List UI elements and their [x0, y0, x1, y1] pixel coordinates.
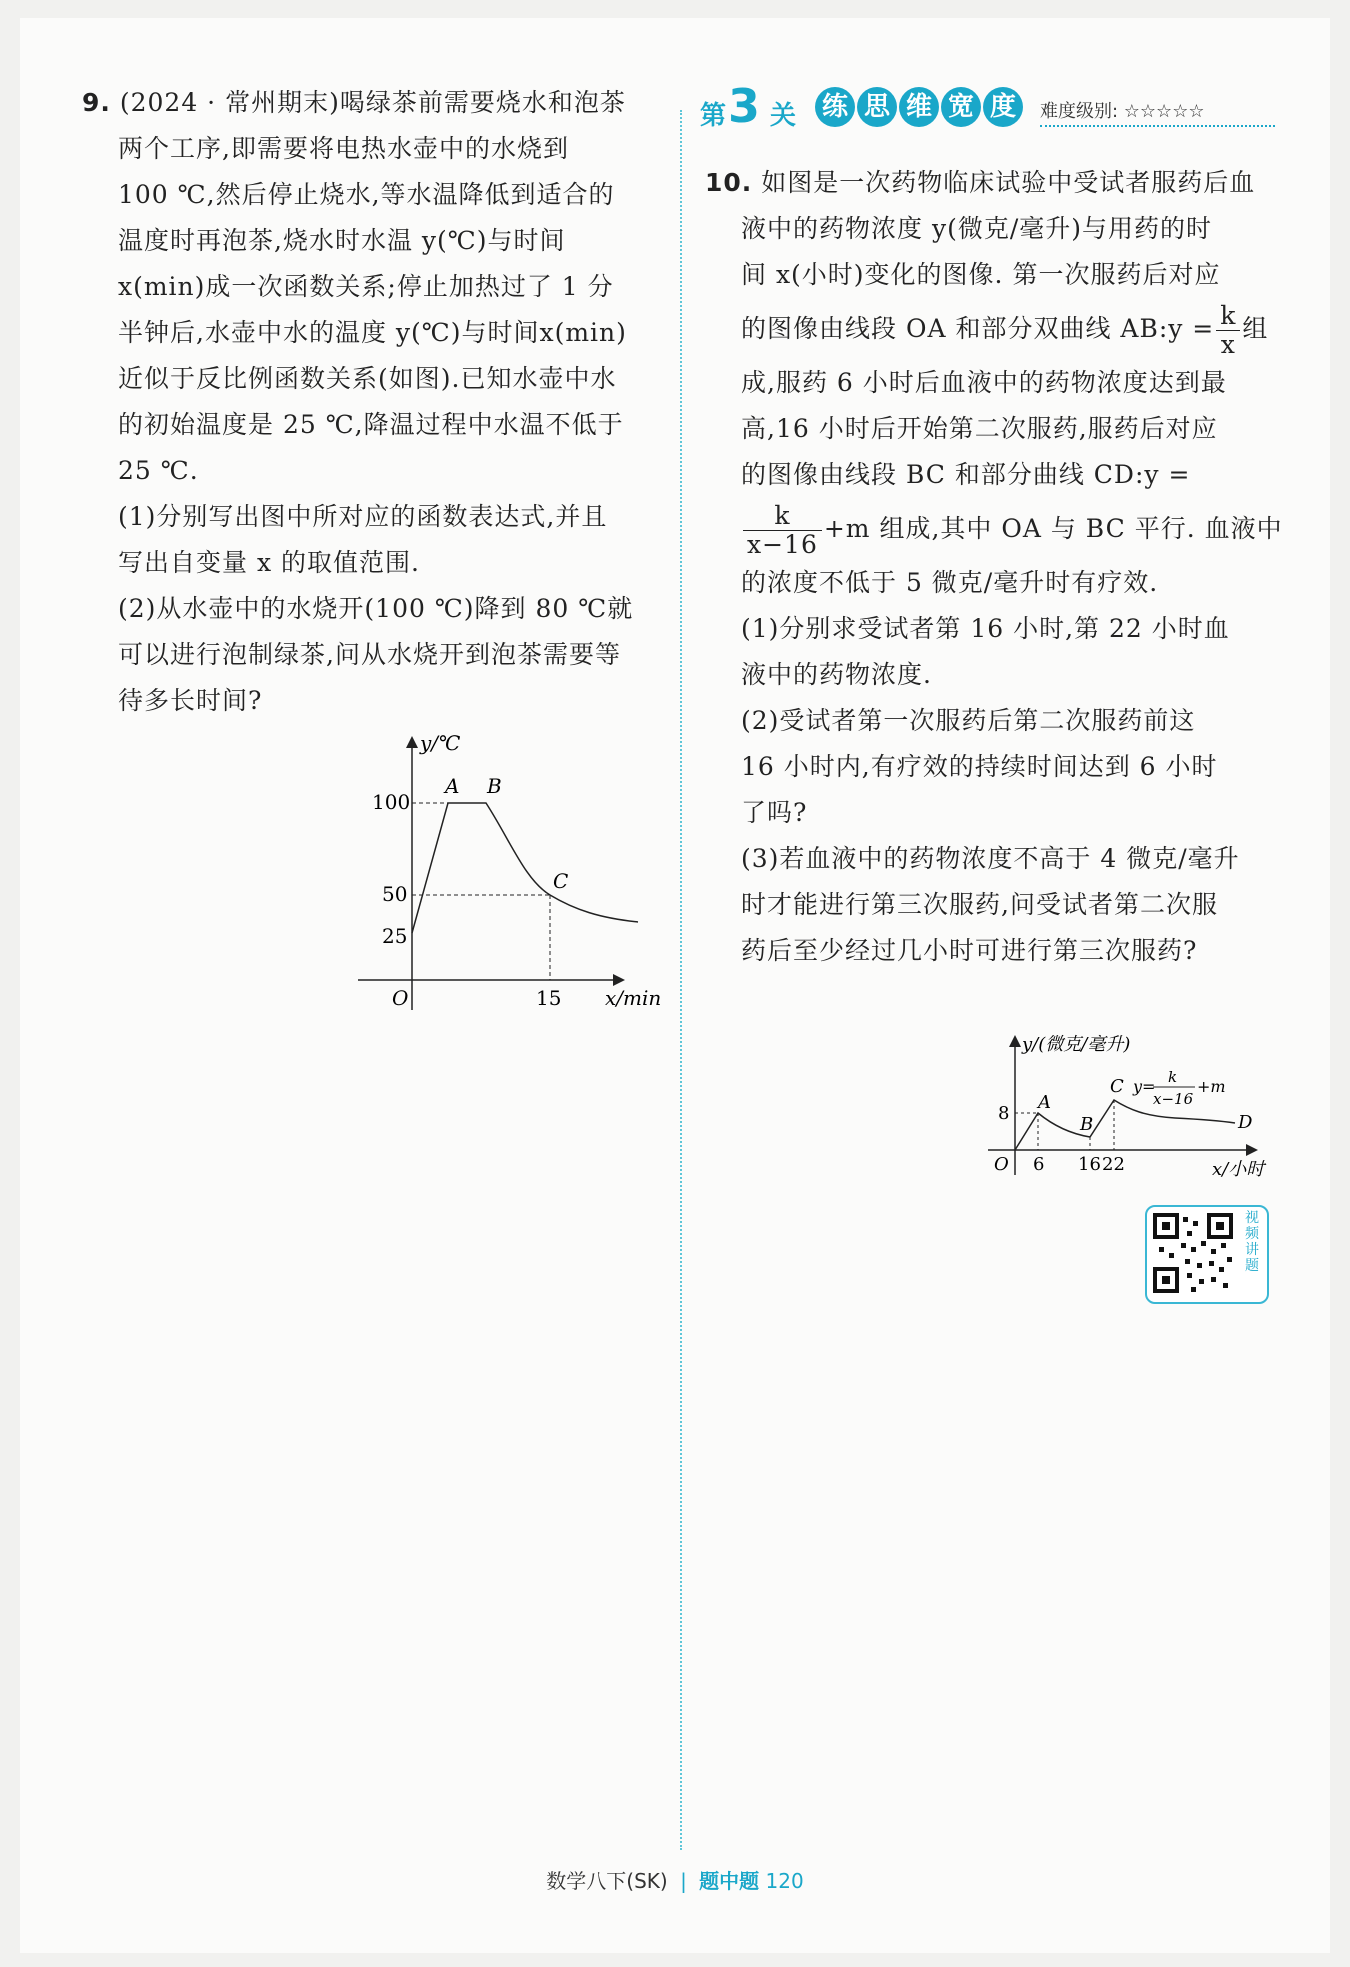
q10-line: 间 x(小时)变化的图像. 第一次服药后对应 — [741, 260, 1221, 289]
q9-line: 半钟后,水壶中水的温度 y(℃)与时间x(min) — [118, 318, 627, 347]
q9-source: (2024 · 常州期末) — [119, 88, 340, 117]
header-title-char: 度 — [983, 87, 1023, 127]
q10-line: 的图像由线段 BC 和部分曲线 CD:y = — [741, 460, 1191, 489]
frac-denominator: x — [1220, 330, 1236, 359]
q10-xtick-22: 22 — [1102, 1154, 1125, 1175]
q10-part3: 时才能进行第三次服药,问受试者第二次服 — [741, 890, 1218, 919]
q10-part2: 了吗? — [741, 798, 808, 827]
q9-line: 的初始温度是 25 ℃,降温过程中水温不低于 — [118, 410, 624, 439]
q9-line: 25 ℃. — [118, 456, 199, 485]
header-number: 3 — [728, 79, 761, 133]
q10-curve-label-num: k — [1168, 1068, 1178, 1086]
q9-graph — [350, 725, 670, 1020]
q10-line-8-post: +m 组成,其中 OA 与 BC 平行. 血液中 — [823, 514, 1283, 543]
q9-line: 近似于反比例函数关系(如图).已知水壶中水 — [118, 364, 617, 393]
header-title-char: 维 — [899, 87, 939, 127]
frac-numerator: k — [743, 502, 822, 531]
page-footer — [0, 1865, 1350, 1894]
q9-number: 9. — [82, 88, 111, 117]
q9-line: 两个工序,即需要将电热水壶中的水烧到 — [118, 134, 569, 163]
q10-xtick-16: 16 — [1078, 1154, 1101, 1175]
question-9 — [82, 80, 672, 724]
q10-point-D: D — [1238, 1112, 1253, 1133]
header-title — [815, 87, 1023, 127]
header-guan: 关 — [770, 101, 797, 131]
q10-curve-label-pre: y= — [1133, 1077, 1156, 1096]
q10-fraction-k-over-x-16 — [743, 502, 822, 559]
q9-line: x(min)成一次函数关系;停止加热过了 1 分 — [118, 272, 614, 301]
q9-part2: 待多长时间? — [118, 686, 263, 715]
q10-graph — [980, 1030, 1280, 1195]
q10-y-label: y/(微克/毫升) — [1022, 1034, 1131, 1055]
frac-numerator: k — [1216, 302, 1240, 331]
q9-ytick-100: 100 — [372, 790, 411, 814]
q9-xtick-15: 15 — [536, 986, 562, 1010]
q9-text: 喝绿茶前需要烧水和泡茶 — [339, 88, 626, 117]
q9-part2: (2)从水壶中的水烧开(100 ℃)降到 80 ℃就 — [118, 594, 634, 623]
q10-point-C: C — [1110, 1076, 1124, 1097]
q10-fraction-k-over-x — [1216, 302, 1240, 359]
q9-line: 温度时再泡茶,烧水时水温 y(℃)与时间 — [118, 226, 566, 255]
q9-part1: (1)分别写出图中所对应的函数表达式,并且 — [118, 502, 608, 531]
column-divider — [680, 110, 682, 1850]
q10-line: 的浓度不低于 5 微克/毫升时有疗效. — [741, 568, 1159, 597]
q10-part2: 16 小时内,有疗效的持续时间达到 6 小时 — [741, 752, 1218, 781]
header-title-char: 思 — [857, 87, 897, 127]
q10-part1: 液中的药物浓度. — [741, 660, 932, 689]
q10-origin: O — [994, 1154, 1009, 1175]
header-di: 第 — [700, 101, 727, 131]
q10-line-4 — [705, 298, 1280, 360]
q9-line: 100 ℃,然后停止烧水,等水温降低到适合的 — [118, 180, 615, 209]
q10-x-label: x/小时 — [1212, 1159, 1265, 1180]
page-number: 120 — [765, 1869, 804, 1893]
q9-y-label: y/℃ — [420, 731, 461, 755]
q9-line-1 — [82, 80, 672, 126]
q10-line: 成,服药 6 小时后血液中的药物浓度达到最 — [741, 368, 1227, 397]
header-title-char: 练 — [815, 87, 855, 127]
q9-part2: 可以进行泡制绿茶,问从水烧开到泡茶需要等 — [118, 640, 621, 669]
q10-line-4-post: 组 — [1242, 314, 1269, 343]
q10-curve-label-den: x−16 — [1153, 1090, 1194, 1108]
q10-part1: (1)分别求受试者第 16 小时,第 22 小时血 — [741, 614, 1230, 643]
header-title-char: 宽 — [941, 87, 981, 127]
question-10 — [705, 160, 1283, 974]
q9-point-A: A — [445, 774, 460, 798]
q9-point-C: C — [553, 869, 569, 893]
q9-ytick-25: 25 — [382, 924, 408, 948]
q10-line: 液中的药物浓度 y(微克/毫升)与用药的时 — [741, 214, 1213, 243]
q9-part1: 写出自变量 x 的取值范围. — [118, 548, 420, 577]
q9-point-B: B — [487, 774, 502, 798]
q9-ytick-50: 50 — [382, 882, 408, 906]
difficulty-rating: 难度级别: ☆☆☆☆☆ — [1040, 101, 1205, 122]
q10-point-B: B — [1080, 1114, 1094, 1135]
q10-line-1 — [705, 160, 1280, 206]
q9-curve — [412, 803, 638, 933]
q10-line-4-pre: 的图像由线段 OA 和部分双曲线 AB:y = — [741, 314, 1215, 343]
footer-separator: | — [680, 1869, 687, 1893]
footer-tag: 题中题 — [699, 1869, 760, 1893]
q10-ytick-8: 8 — [998, 1103, 1010, 1124]
q10-point-A: A — [1038, 1092, 1051, 1113]
q10-xtick-6: 6 — [1033, 1154, 1045, 1175]
q10-text: 如图是一次药物临床试验中受试者服药后血 — [761, 168, 1256, 197]
q10-part2: (2)受试者第一次服药后第二次服药前这 — [741, 706, 1196, 735]
frac-denominator: x−16 — [747, 530, 818, 559]
q9-x-label: x/min — [605, 986, 662, 1010]
q10-number: 10. — [705, 168, 753, 197]
header-dotted-arrow — [1040, 125, 1275, 127]
q10-part3: (3)若血液中的药物浓度不高于 4 微克/毫升 — [741, 844, 1240, 873]
q9-origin: O — [392, 986, 409, 1010]
footer-book: 数学八下(SK) — [546, 1869, 668, 1893]
q10-curve-label-post: +m — [1197, 1077, 1226, 1096]
qr-label: 视频讲题 — [1245, 1210, 1259, 1274]
section-header — [700, 79, 1280, 135]
q10-line: 高,16 小时后开始第二次服药,服药后对应 — [741, 414, 1218, 443]
qr-code-icon — [1151, 1211, 1251, 1296]
q10-line-8 — [705, 498, 1283, 560]
q10-part3: 药后至少经过几小时可进行第三次服药? — [741, 936, 1198, 965]
